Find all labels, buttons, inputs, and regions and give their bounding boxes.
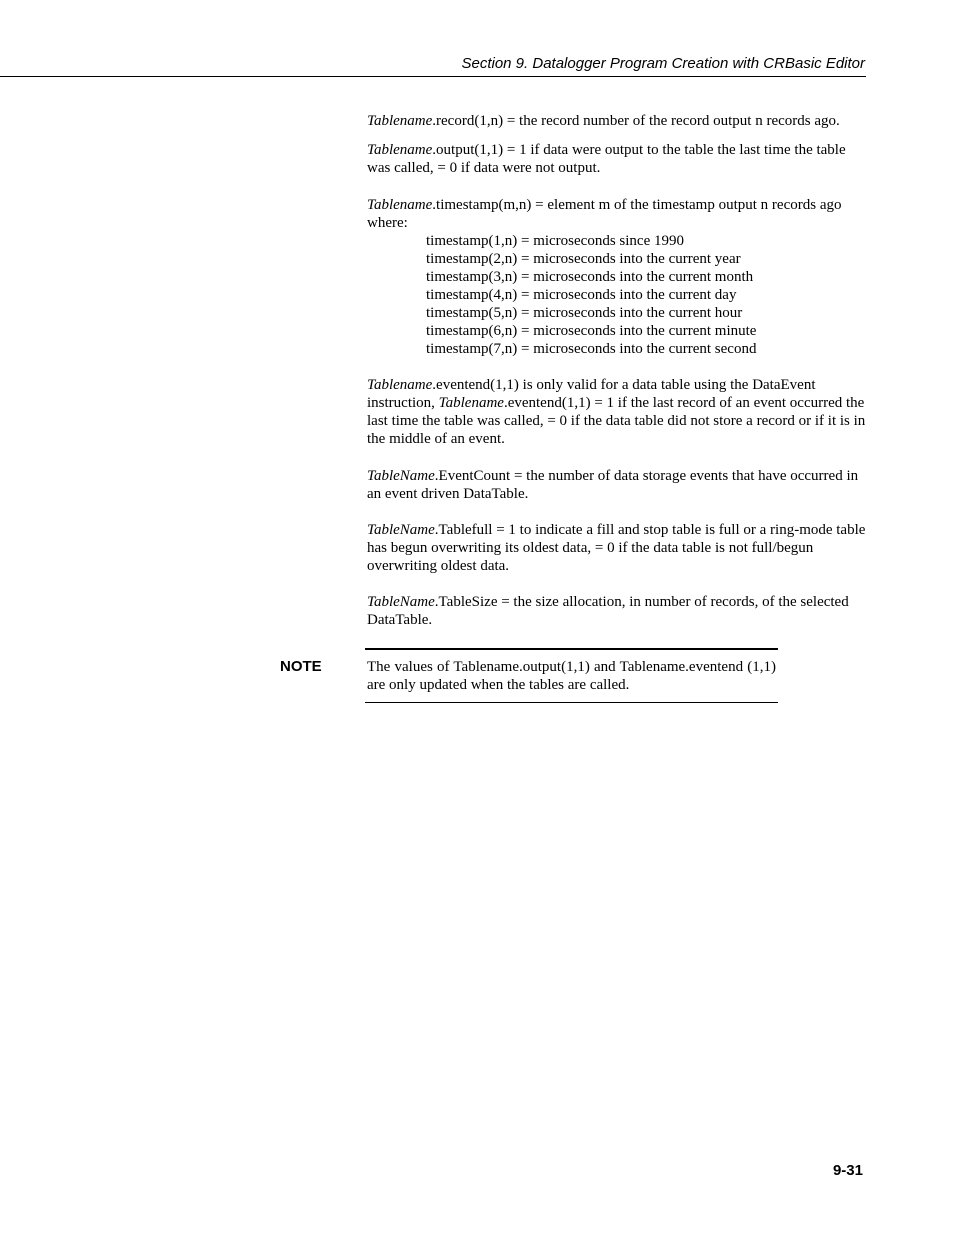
tablename-term: Tablename	[367, 377, 433, 393]
timestamp-element-list	[367, 232, 867, 358]
page-number: 9-31	[832, 1162, 863, 1179]
list-item: timestamp(1,n) = microseconds since 1990	[426, 233, 684, 249]
record-description: .record(1,n) = the record number of the record output n records ago.	[432, 113, 840, 129]
list-item: timestamp(6,n) = microseconds into the current minute	[426, 323, 757, 339]
timestamp-paragraph	[367, 196, 867, 232]
output-paragraph	[367, 141, 867, 177]
note-text: The values of Tablename.output(1,1) and Tablename.eventend (1,1) are only updated when the tables are called.	[367, 659, 776, 693]
timestamp-description: .timestamp(m,n) = element m of the timestamp output n records ago where:	[367, 197, 842, 231]
eventend-description-2: .eventend(1,1) = 1 if the last record of an event occurred the last time the table was called, = 0 if the data table did not store a record or if it is in the middle of an event.	[367, 395, 866, 447]
list-item: timestamp(5,n) = microseconds into the current hour	[426, 305, 743, 321]
tablesize-paragraph	[367, 593, 867, 629]
tablename-term: TableName	[367, 522, 435, 538]
tablename-term: Tablename	[367, 142, 433, 158]
list-item: timestamp(4,n) = microseconds into the current day	[426, 287, 737, 303]
note-label: NOTE	[280, 658, 322, 675]
eventend-description-1: .eventend(1,1) is only valid for a data table using the DataEvent instruction,	[367, 377, 816, 411]
list-item: timestamp(7,n) = microseconds into the current second	[426, 341, 757, 357]
tablefull-description: .Tablefull = 1 to indicate a fill and stop table is full or a ring-mode table has begun overwriting its oldest data, = 0 if the data table is not full/begun overwriting oldest data.	[367, 522, 866, 574]
output-description: .output(1,1) = 1 if data were output to the table the last time the table was called, = 0 if data were not output.	[367, 142, 846, 176]
tablesize-description: .TableSize = the size allocation, in number of records, of the selected DataTable.	[367, 594, 849, 628]
tablefull-paragraph	[367, 521, 867, 575]
tablename-term: Tablename	[367, 113, 433, 129]
note-box	[365, 648, 778, 703]
eventcount-description: .EventCount = the number of data storage events that have occurred in an event driven DataTable.	[367, 468, 859, 502]
record-paragraph	[367, 112, 867, 130]
tablename-term: TableName	[367, 594, 435, 610]
eventcount-paragraph	[367, 467, 867, 503]
list-item: timestamp(3,n) = microseconds into the current month	[426, 269, 754, 285]
tablename-term: Tablename	[367, 197, 433, 213]
section-header: Section 9. Datalogger Program Creation with CRBasic Editor	[461, 55, 865, 72]
tablename-term: TableName	[367, 468, 435, 484]
body-column	[367, 112, 867, 629]
tablename-term: Tablename	[438, 395, 504, 411]
eventend-paragraph	[367, 376, 867, 448]
list-item: timestamp(2,n) = microseconds into the current year	[426, 251, 741, 267]
header-rule	[0, 76, 866, 77]
